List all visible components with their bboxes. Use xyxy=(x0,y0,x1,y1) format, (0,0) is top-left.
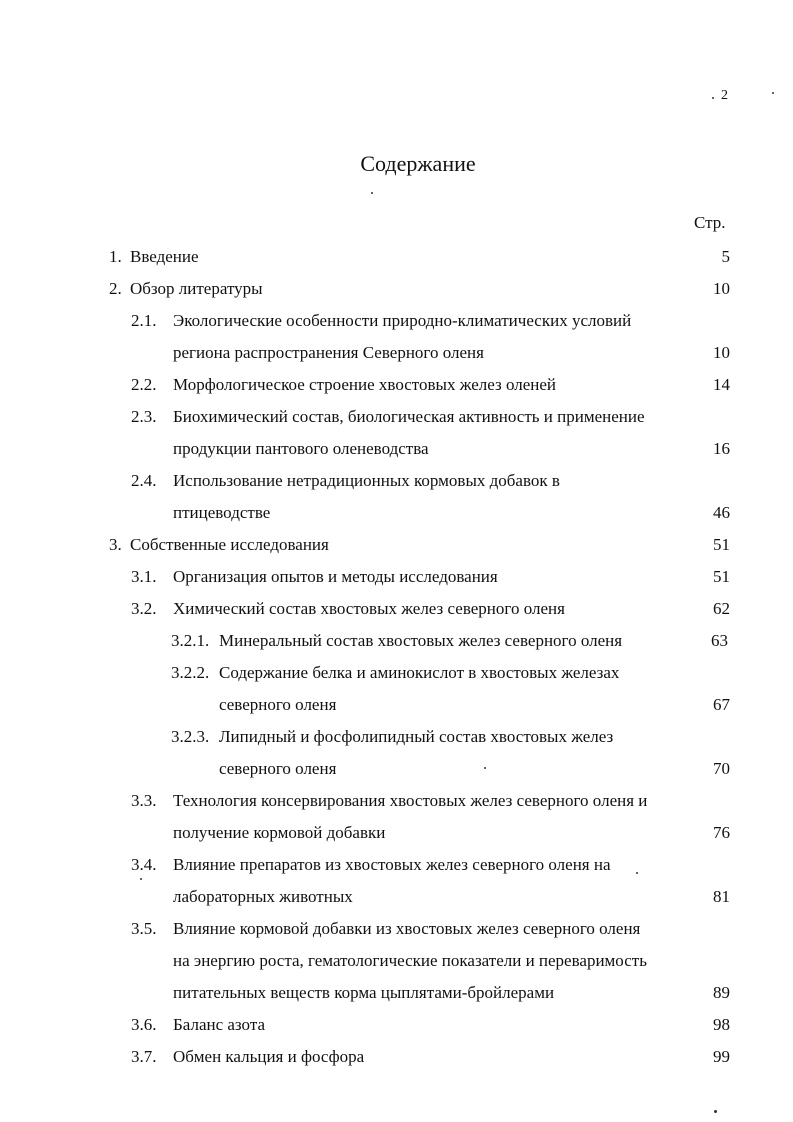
toc-entry-title: питательных веществ корма цыплятами-бройлерами xyxy=(173,983,555,1002)
toc-entry-number: 3.1. xyxy=(131,567,157,586)
toc-entry-title: Влияние препаратов из хвостовых желез северного оленя на xyxy=(173,855,611,874)
toc-entry-page: 14 xyxy=(713,375,730,394)
scan-speck xyxy=(712,97,714,99)
toc-entry-title: Экологические особенности природно-климатических условий xyxy=(173,311,632,330)
toc-entry-page: 67 xyxy=(713,695,730,714)
toc-entry-title: Химический состав хвостовых желез северного оленя xyxy=(173,599,565,618)
toc-entry-title: Влияние кормовой добавки из хвостовых желез северного оленя xyxy=(173,919,641,938)
toc-entry-title: Технология консервирования хвостовых желез северного оленя и xyxy=(173,791,648,810)
toc-entry-number: 3.4. xyxy=(131,855,157,874)
toc-entry-number: 3.2. xyxy=(131,599,157,618)
toc-entry-page: 63 xyxy=(711,631,728,650)
toc-entry-number: 2.3. xyxy=(131,407,157,426)
toc-entry-title: Баланс азота xyxy=(173,1015,265,1034)
toc-entry-title: продукции пантового оленеводства xyxy=(173,439,429,458)
toc-entry-number: 2.2. xyxy=(131,375,157,394)
toc-entry-title: Организация опытов и методы исследования xyxy=(173,567,498,586)
toc-entry-number: 3. xyxy=(109,535,122,554)
toc-entry-page: 51 xyxy=(713,535,730,554)
toc-entry-title: Липидный и фосфолипидный состав хвостовых желез xyxy=(219,727,614,746)
toc-entry-page: 81 xyxy=(713,887,730,906)
toc-entry-page: 89 xyxy=(713,983,730,1002)
scan-speck xyxy=(772,92,774,94)
toc-entry-title: Биохимический состав, биологическая активность и применение xyxy=(173,407,645,426)
toc-entry-page: 10 xyxy=(713,343,730,362)
pages-column-header: Стр. xyxy=(694,213,726,232)
toc-entry-title: на энергию роста, гематологические показатели и переваримость xyxy=(173,951,647,970)
toc-entry-page: 76 xyxy=(713,823,730,842)
toc-entry-page: 51 xyxy=(713,567,730,586)
toc-entry-number: 3.2.3. xyxy=(171,727,210,746)
toc-entry-title: Собственные исследования xyxy=(130,535,329,554)
toc-entry-title: северного оленя xyxy=(219,759,337,778)
toc-entry-title: Введение xyxy=(130,247,199,266)
page-number: 2 xyxy=(721,88,728,103)
toc-entry-page: 98 xyxy=(713,1015,730,1034)
toc-entry-number: 3.7. xyxy=(131,1047,157,1066)
toc-entry-title: северного оленя xyxy=(219,695,337,714)
toc-entry-number: 3.6. xyxy=(131,1015,157,1034)
toc-entry-page: 46 xyxy=(713,503,730,522)
scan-speck xyxy=(484,767,486,769)
toc-entry-title: Минеральный состав хвостовых желез северного оленя xyxy=(219,631,623,650)
toc-entry-title: получение кормовой добавки xyxy=(173,823,386,842)
toc-entry-number: 3.3. xyxy=(131,791,157,810)
scan-speck xyxy=(714,1110,717,1113)
toc-entry-title: Использование нетрадиционных кормовых добавок в xyxy=(173,471,560,490)
toc-entry-page: 70 xyxy=(713,759,730,778)
scan-speck xyxy=(140,878,142,880)
toc-entry-title: Содержание белка и аминокислот в хвостовых железах xyxy=(219,663,620,682)
toc-entry-title: Обзор литературы xyxy=(130,279,263,298)
scan-speck xyxy=(636,872,638,874)
toc-entry-page: 99 xyxy=(713,1047,730,1066)
toc-entry-title: птицеводстве xyxy=(173,503,271,522)
toc-entry-number: 1. xyxy=(109,247,122,266)
toc-entry-title: региона распространения Северного оленя xyxy=(173,343,484,362)
toc-entry-number: 3.2.1. xyxy=(171,631,210,650)
toc-entry-title: лабораторных животных xyxy=(173,887,353,906)
toc-entry-page: 10 xyxy=(713,279,730,298)
toc-entry-number: 3.5. xyxy=(131,919,157,938)
toc-entry-title: Обмен кальция и фосфора xyxy=(173,1047,365,1066)
toc-entry-title: Морфологическое строение хвостовых желез оленей xyxy=(173,375,557,394)
toc-entry-page: 16 xyxy=(713,439,730,458)
toc-entry-number: 3.2.2. xyxy=(171,663,210,682)
toc-entry-page: 62 xyxy=(713,599,730,618)
toc-entry-page: 5 xyxy=(721,247,730,266)
page-title: Содержание xyxy=(360,151,476,176)
toc-entry-number: 2.1. xyxy=(131,311,157,330)
toc-entry-number: 2. xyxy=(109,279,122,298)
toc-entry-number: 2.4. xyxy=(131,471,157,490)
scan-speck xyxy=(371,192,373,194)
